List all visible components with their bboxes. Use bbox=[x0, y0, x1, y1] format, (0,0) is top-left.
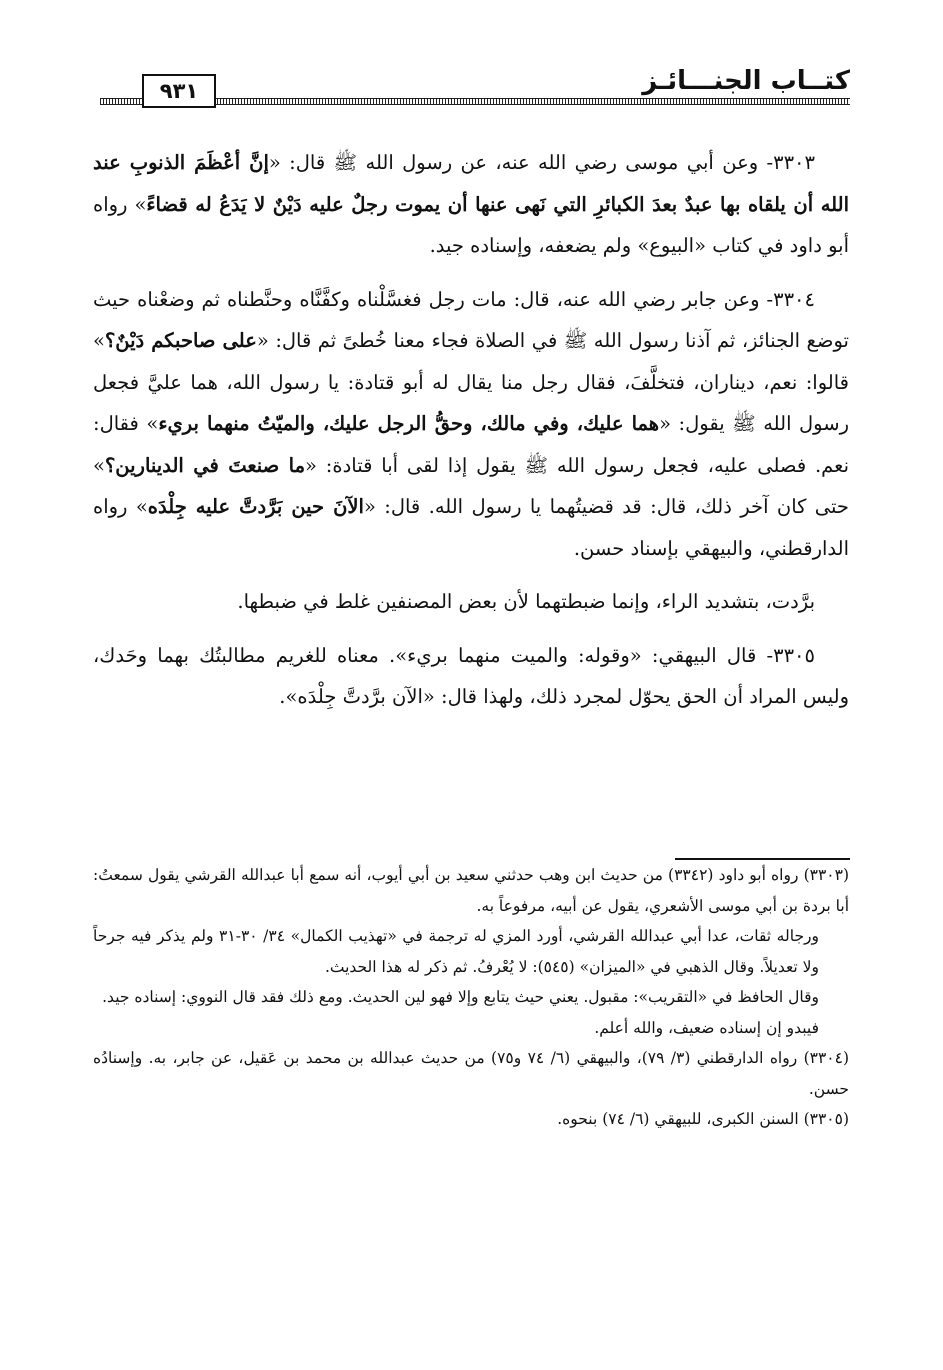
main-text bbox=[93, 142, 849, 718]
footnote-3304: (٣٣٠٤) رواه الدارقطني (٣/ ٧٩)، والبيهقي (٦/ ٧٤ و٧٥) من حديث عبدالله بن محمد بن عَقيل، عن جابر، به. وإسنادُه حسن. bbox=[93, 1049, 849, 1098]
footnote-3303-line3: وقال الحافظ في «التقريب»: مقبول. يعني حيث يتابع وإلا فهو لين الحديث. ومع ذلك فقد قال النووي: إسناده جيد. bbox=[102, 988, 819, 1006]
hadith-3304-part5: » رواه الدارقطني، والبيهقي بإسناد حسن. bbox=[93, 495, 849, 560]
hadith-3304-part4: » حتى كان آخر ذلك، قال: قد قضيتُهما يا رسول الله. قال: « bbox=[93, 453, 849, 518]
footnote-3305: (٣٣٠٥) السنن الكبرى، للبيهقي (٦/ ٧٤) بنحوه. bbox=[557, 1110, 849, 1128]
hadith-3304-bold2: هما عليك، وفي مالك، وحقُّ الرجل عليك، والميّتُ منهما بريء bbox=[158, 412, 660, 435]
footnote-3303-line2: ورجاله ثقات، عدا أبي عبدالله القرشي، أورد المزي له ترجمة في «تهذيب الكمال» ٣٤/ ٣٠-٣١ ولم يذكر فيه جرحاً ولا تعديلاً. وقال الذهبي في «الميزان» (٥٤٥): لا يُعْرفُ. ثم ذكر له هذا الحديث. bbox=[93, 927, 819, 976]
hadith-3303-outro: » رواه أبو داود في كتاب «البيوع» ولم يضعفه، وإسناده جيد. bbox=[93, 192, 849, 257]
footnotes bbox=[93, 860, 849, 1135]
hadith-3304-part2: » قالوا: نعم، ديناران، فتخلَّفَ، فقال رجل منا يقال له أبو قتادة: يا رسول الله، هما عليَّ فجعل رسول الله ﷺ يقول: « bbox=[93, 329, 849, 435]
footnote-3303-line4: فيبدو إن إسناده ضعيف، والله أعلم. bbox=[594, 1018, 819, 1037]
note-barradt: برَّدت، بتشديد الراء، وإنما ضبطتهما لأن بعض المصنفين غلط في ضبطها. bbox=[237, 590, 815, 613]
hadith-3303 bbox=[93, 142, 849, 267]
hadith-3304-bold4: الآنَ حين بَرَّدتَّ عليه جِلْدَه bbox=[147, 495, 364, 518]
hadith-3304-bold3: ما صنعتَ في الدينارين؟ bbox=[104, 453, 306, 477]
hadith-3303-intro: ٣٣٠٣- وعن أبي موسى رضي الله عنه، عن رسول الله ﷺ قال: « bbox=[268, 151, 815, 174]
footnote-3303-line1: (٣٣٠٣) رواه أبو داود (٣٣٤٢) من حديث ابن وهب حدثني سعيد بن أبي أيوب، أنه سمع أبا عبدالله القرشي يقول سمعتُ: أبا بردة بن أبي موسى الأشعري، يقول عن أبيه، مرفوعاً به. bbox=[93, 866, 849, 915]
hadith-3303-matn: إنَّ أعْظَمَ الذنوبِ عند الله أن يلقاه بها عبدٌ بعدَ الكبائرِ التي نَهى عنها أن يموت رجلٌ عليه دَيْنٌ لا يَدَعُ له قضاءً bbox=[93, 151, 849, 216]
hadith-3304-bold1: على صاحبكم دَيْنٌ؟ bbox=[104, 329, 257, 352]
hadith-3304-part3: » فقال: نعم. فصلى عليه، فجعل رسول الله ﷺ يقول إذا لقى أبا قتادة: « bbox=[93, 412, 849, 477]
hadith-3305: ٣٣٠٥- قال البيهقي: «وقوله: والميت منهما بريء». معناه للغريم مطالبتُك بهما وحَدك، وليس المراد أن الحق يحوّل لمجرد ذلك، ولهذا قال: «الآن برَّدتَّ جِلْدَه». bbox=[93, 643, 849, 708]
hadith-3304-part1: ٣٣٠٤- وعن جابر رضي الله عنه، قال: مات رجل فغسَّلْناه وكفَّنَّاه وحنَّطناه ثم وضعْناه حيث توضع الجنائز، ثم آذنا رسول الله ﷺ في الصلاة فجاء معنا خُطىً ثم قال: « bbox=[93, 287, 849, 352]
book-title: كتــاب الجنـــائـز bbox=[642, 66, 850, 96]
hadith-3304 bbox=[93, 279, 849, 570]
page-number: ٩٣١ bbox=[142, 74, 216, 108]
page-header bbox=[100, 58, 850, 110]
